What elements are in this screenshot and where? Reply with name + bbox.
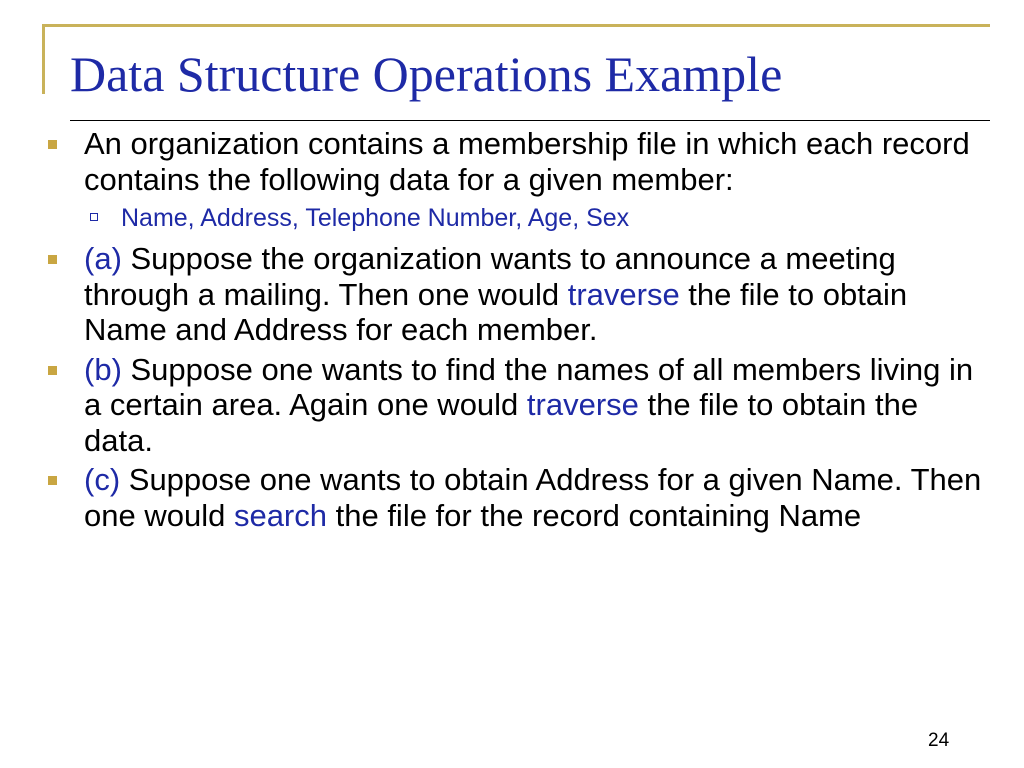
bullet-text: Suppose one wants to obtain Address for a given Name. Then one would — [84, 462, 982, 533]
keyword-search: search — [233, 497, 327, 533]
slide-frame-vertical-line — [42, 24, 45, 94]
hollow-square-bullet-icon — [90, 213, 98, 221]
case-label: (b) — [84, 351, 122, 387]
square-bullet-icon — [48, 255, 57, 264]
bullet-text: Suppose one wants to find the names of all members living in a certain area. Again one would — [84, 351, 974, 422]
slide-frame-horizontal-line — [42, 24, 990, 27]
bullet-text: the file to obtain Name and Address for each member. — [84, 276, 908, 347]
slide-content — [44, 126, 994, 537]
bullet-case-c — [44, 462, 994, 533]
keyword-traverse: traverse — [526, 387, 639, 422]
bullet-text: Suppose the organization wants to announce a meeting through a mailing. Then one would — [84, 241, 896, 312]
keyword-traverse: traverse — [567, 276, 680, 312]
bullet-case-b — [44, 352, 994, 459]
square-bullet-icon — [48, 366, 57, 375]
slide-title: Data Structure Operations Example — [70, 46, 783, 102]
bullet-membership-file — [44, 126, 994, 197]
sub-bullet-record-fields — [44, 201, 994, 235]
bullet-text: An organization contains a membership file in which each record contains the following data for a given member: — [84, 126, 970, 197]
bullet-case-a — [44, 241, 994, 348]
square-bullet-icon — [48, 140, 57, 149]
sub-bullet-text: Name, Address, Telephone Number, Age, Sex — [121, 204, 630, 232]
page-number: 24 — [928, 730, 950, 751]
case-label: (a) — [84, 241, 122, 276]
bullet-text: the file for the record containing Name — [327, 497, 862, 533]
square-bullet-icon — [48, 476, 57, 485]
case-label: (c) — [84, 462, 121, 497]
bullet-text: the file to obtain the data. — [84, 387, 919, 458]
title-underline — [70, 120, 990, 121]
